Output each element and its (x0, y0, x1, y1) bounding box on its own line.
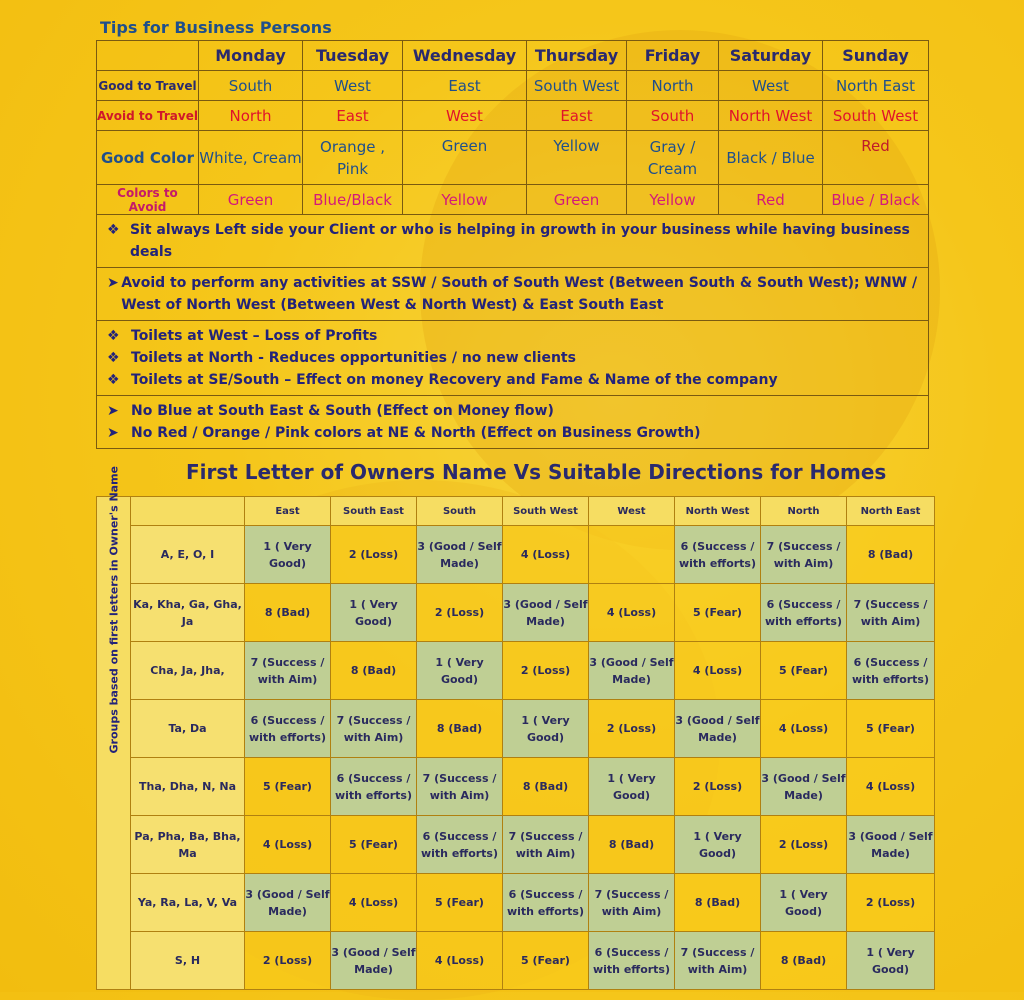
table-row (97, 758, 935, 816)
table-cell: 3 (Good / Self Made) (847, 816, 935, 874)
diamond-bullet-icon: ❖ (107, 350, 120, 366)
day-header: Friday (627, 41, 719, 71)
good-travel-row (97, 71, 929, 101)
table-cell: East (303, 101, 403, 131)
day-header: Monday (199, 41, 303, 71)
table-cell (589, 526, 675, 584)
direction-header: South (417, 497, 503, 526)
direction-header: East (245, 497, 331, 526)
table-cell: East (527, 101, 627, 131)
table-cell: 4 (Loss) (331, 874, 417, 932)
table-cell: 3 (Good / Self Made) (503, 584, 589, 642)
table-cell: North (199, 101, 303, 131)
note-text: Toilets at SE/South – Effect on money Recovery and Fame & Name of the company (131, 372, 778, 388)
table-cell: 4 (Loss) (417, 932, 503, 990)
table-cell: West (719, 71, 823, 101)
day-header: Thursday (527, 41, 627, 71)
table-cell: 7 (Success / with Aim) (761, 526, 847, 584)
note-row (97, 321, 929, 396)
table-cell: 5 (Fear) (331, 816, 417, 874)
table-cell: 3 (Good / Self Made) (675, 700, 761, 758)
table-row (97, 642, 935, 700)
table-cell: 4 (Loss) (589, 584, 675, 642)
table-cell: 5 (Fear) (675, 584, 761, 642)
table-cell: 6 (Success / with efforts) (503, 874, 589, 932)
group-label: Groups based on first letters in Owner's Name (107, 465, 120, 753)
table-cell: 8 (Bad) (847, 526, 935, 584)
table-cell: 4 (Loss) (847, 758, 935, 816)
table-cell: South West (527, 71, 627, 101)
note-text: Avoid to perform any activities at SSW / South of South West (Between South & South West); WNW / West of North West (Between West & North West) & East South East (121, 275, 918, 313)
note-text: No Blue at South East & South (Effect on Money flow) (131, 403, 554, 419)
tips-header-row (97, 41, 929, 71)
direction-header: North (761, 497, 847, 526)
table-cell: 2 (Loss) (503, 642, 589, 700)
table-cell: 8 (Bad) (589, 816, 675, 874)
note-text: Sit always Left side your Client or who is helping in growth in your business while having business deals (129, 222, 910, 260)
table-cell: Gray / Cream (627, 131, 719, 185)
table-cell: 4 (Loss) (675, 642, 761, 700)
table-cell: 5 (Fear) (761, 642, 847, 700)
table-cell: West (403, 101, 527, 131)
diamond-bullet-icon: ❖ (107, 372, 120, 388)
row-label: Good Color (97, 131, 199, 185)
table-cell: 1 ( Very Good) (503, 700, 589, 758)
note-cell (97, 268, 929, 321)
table-cell: 5 (Fear) (417, 874, 503, 932)
table-row (97, 874, 935, 932)
note-text: Toilets at North - Reduces opportunities / no new clients (131, 350, 576, 366)
homes-header-row (97, 497, 935, 526)
table-cell: North (627, 71, 719, 101)
diamond-bullet-icon: ❖ (107, 328, 120, 344)
tips-table (96, 40, 929, 449)
table-cell: Black / Blue (719, 131, 823, 185)
direction-header: North East (847, 497, 935, 526)
table-row (97, 700, 935, 758)
day-header: Sunday (823, 41, 929, 71)
letter-group: A, E, O, I (131, 526, 245, 584)
table-cell: 1 ( Very Good) (761, 874, 847, 932)
table-cell: Green (199, 185, 303, 215)
note-row (97, 268, 929, 321)
table-cell: White, Cream (199, 131, 303, 185)
table-row (97, 526, 935, 584)
table-cell: 2 (Loss) (417, 584, 503, 642)
table-cell: 3 (Good / Self Made) (331, 932, 417, 990)
table-cell: Red (719, 185, 823, 215)
corner-cell (97, 41, 199, 71)
day-header: Wednesday (403, 41, 527, 71)
table-cell: 2 (Loss) (847, 874, 935, 932)
table-cell: 1 ( Very Good) (847, 932, 935, 990)
table-cell: 2 (Loss) (331, 526, 417, 584)
direction-header: North West (675, 497, 761, 526)
table-cell: West (303, 71, 403, 101)
note-cell (97, 215, 929, 268)
table-cell: 1 ( Very Good) (675, 816, 761, 874)
table-cell: 7 (Success / with Aim) (245, 642, 331, 700)
table-cell: 8 (Bad) (503, 758, 589, 816)
table-cell: 1 ( Very Good) (331, 584, 417, 642)
table-cell: Green (403, 131, 527, 185)
table-cell: 5 (Fear) (503, 932, 589, 990)
table-cell: East (403, 71, 527, 101)
table-cell: Blue / Black (823, 185, 929, 215)
tips-title: Tips for Business Persons (100, 18, 332, 37)
table-row (97, 584, 935, 642)
day-header: Tuesday (303, 41, 403, 71)
good-color-row (97, 131, 929, 185)
table-cell: 3 (Good / Self Made) (417, 526, 503, 584)
table-cell: North East (823, 71, 929, 101)
letter-group: Pa, Pha, Ba, Bha, Ma (131, 816, 245, 874)
table-cell: 6 (Success / with efforts) (417, 816, 503, 874)
table-cell: 3 (Good / Self Made) (589, 642, 675, 700)
table-cell: 7 (Success / with Aim) (675, 932, 761, 990)
letter-group: S, H (131, 932, 245, 990)
note-cell (97, 396, 929, 449)
letter-group: Tha, Dha, N, Na (131, 758, 245, 816)
table-cell: South (199, 71, 303, 101)
table-cell: 7 (Success / with Aim) (331, 700, 417, 758)
diamond-bullet-icon: ❖ (107, 222, 120, 238)
note-text: No Red / Orange / Pink colors at NE & North (Effect on Business Growth) (131, 425, 701, 441)
table-cell: 1 ( Very Good) (589, 758, 675, 816)
table-cell: 6 (Success / with efforts) (675, 526, 761, 584)
direction-header: South East (331, 497, 417, 526)
table-cell: Green (527, 185, 627, 215)
letter-group: Ta, Da (131, 700, 245, 758)
table-cell: 4 (Loss) (503, 526, 589, 584)
table-cell: Red (823, 131, 929, 185)
table-cell: 2 (Loss) (675, 758, 761, 816)
direction-header: South West (503, 497, 589, 526)
arrow-bullet-icon: ➤ (107, 425, 119, 441)
note-row (97, 215, 929, 268)
table-row (97, 816, 935, 874)
table-cell: 8 (Bad) (245, 584, 331, 642)
table-cell: 8 (Bad) (675, 874, 761, 932)
corner-cell (131, 497, 245, 526)
table-cell: Yellow (403, 185, 527, 215)
table-cell: 7 (Success / with Aim) (417, 758, 503, 816)
table-cell: 5 (Fear) (847, 700, 935, 758)
table-row (97, 932, 935, 990)
letter-group: Cha, Ja, Jha, (131, 642, 245, 700)
homes-title: First Letter of Owners Name Vs Suitable Directions for Homes (186, 460, 887, 484)
table-cell: 4 (Loss) (761, 700, 847, 758)
row-label: Colors to Avoid (97, 185, 199, 215)
table-cell: Orange , Pink (303, 131, 403, 185)
table-cell: 6 (Success / with efforts) (761, 584, 847, 642)
table-cell: 3 (Good / Self Made) (245, 874, 331, 932)
colors-avoid-row (97, 185, 929, 215)
table-cell: 3 (Good / Self Made) (761, 758, 847, 816)
avoid-travel-row (97, 101, 929, 131)
row-label: Good to Travel (97, 71, 199, 101)
note-text: Toilets at West – Loss of Profits (131, 328, 378, 344)
table-cell: 1 ( Very Good) (417, 642, 503, 700)
letter-group: Ya, Ra, La, V, Va (131, 874, 245, 932)
group-label-cell (97, 465, 131, 990)
table-cell: 8 (Bad) (417, 700, 503, 758)
arrow-bullet-icon: ➤ (107, 403, 119, 419)
arrow-bullet-icon: ➤ (107, 275, 119, 291)
table-cell: South (627, 101, 719, 131)
table-cell: Blue/Black (303, 185, 403, 215)
table-cell: North West (719, 101, 823, 131)
table-cell: Yellow (627, 185, 719, 215)
letter-group: Ka, Kha, Ga, Gha, Ja (131, 584, 245, 642)
table-cell: 7 (Success / with Aim) (847, 584, 935, 642)
note-row (97, 396, 929, 449)
note-cell (97, 321, 929, 396)
table-cell: 8 (Bad) (331, 642, 417, 700)
day-header: Saturday (719, 41, 823, 71)
table-cell: 2 (Loss) (245, 932, 331, 990)
table-cell: 8 (Bad) (761, 932, 847, 990)
table-cell: 7 (Success / with Aim) (589, 874, 675, 932)
table-cell: South West (823, 101, 929, 131)
direction-header: West (589, 497, 675, 526)
table-cell: 6 (Success / with efforts) (847, 642, 935, 700)
table-cell: 6 (Success / with efforts) (589, 932, 675, 990)
table-cell: Yellow (527, 131, 627, 185)
table-cell: 7 (Success / with Aim) (503, 816, 589, 874)
table-cell: 6 (Success / with efforts) (331, 758, 417, 816)
table-cell: 2 (Loss) (761, 816, 847, 874)
table-cell: 6 (Success / with efforts) (245, 700, 331, 758)
table-cell: 5 (Fear) (245, 758, 331, 816)
row-label: Avoid to Travel (97, 101, 199, 131)
table-cell: 4 (Loss) (245, 816, 331, 874)
table-cell: 1 ( Very Good) (245, 526, 331, 584)
table-cell: 2 (Loss) (589, 700, 675, 758)
